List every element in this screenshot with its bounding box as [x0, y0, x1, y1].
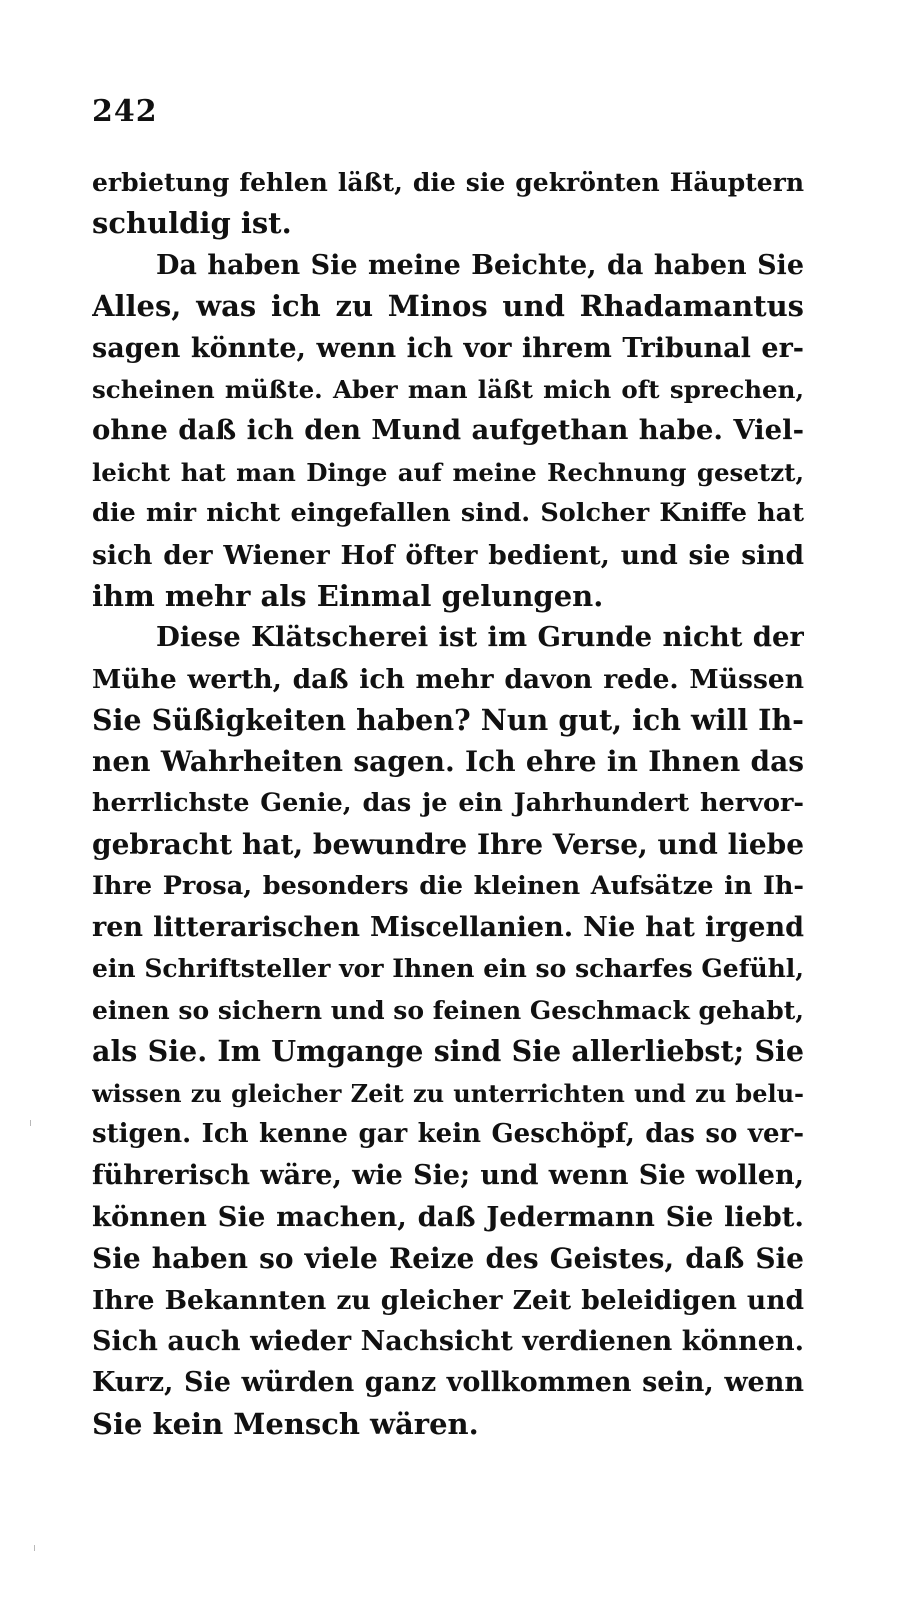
text-line: schuldig ist.	[92, 206, 292, 241]
text-line: Ihre Bekannten zu gleicher Zeit beleidigen und	[92, 1284, 804, 1316]
text-line: Sie kein Mensch wären.	[92, 1406, 479, 1441]
text-line: stigen. Ich kenne gar kein Geschöpf, das so ver-	[92, 1118, 804, 1149]
text-line: Sich auch wieder Nachsicht verdienen können.	[92, 1325, 804, 1357]
text-line: leicht hat man Dinge auf meine Rechnung gesetzt,	[92, 457, 804, 487]
text-line: ohne daß ich den Mund aufgethan habe. Viel-	[92, 414, 804, 447]
scan-edge-mark	[34, 1545, 35, 1551]
text-line: können Sie machen, daß Jedermann Sie liebt.	[92, 1200, 804, 1233]
text-line: gebracht hat, bewundre Ihre Verse, und liebe	[92, 828, 804, 862]
text-line: einen so sichern und so feinen Geschmack gehabt,	[92, 995, 804, 1025]
text-line: Alles, was ich zu Minos und Rhadamantus	[92, 289, 804, 324]
text-line: führerisch wäre, wie Sie; und wenn Sie wollen,	[92, 1160, 804, 1192]
text-line: ein Schriftsteller vor Ihnen ein so scharfes Gefühl,	[92, 954, 804, 984]
text-line: herrlichste Genie, das je ein Jahrhundert hervor-	[92, 787, 804, 818]
text-line: als Sie. Im Umgange sind Sie allerliebst; Sie	[92, 1034, 804, 1069]
text-line: Sie haben so viele Reize des Geistes, daß Sie	[92, 1242, 804, 1276]
text-line: ren litterarischen Miscellanien. Nie hat irgend	[92, 912, 804, 944]
scan-edge-mark	[30, 1120, 31, 1126]
text-line: Ihre Prosa, besonders die kleinen Aufsätze in Ih-	[92, 870, 804, 901]
text-line: Diese Klätscherei ist im Grunde nicht der	[156, 621, 804, 654]
text-line: Sie Süßigkeiten haben? Nun gut, ich will Ih-	[92, 703, 804, 738]
text-line: Kurz, Sie würden ganz vollkommen sein, wenn	[92, 1367, 804, 1399]
text-line: Da haben Sie meine Beichte, da haben Sie	[156, 249, 804, 281]
text-line: nen Wahrheiten sagen. Ich ehre in Ihnen das	[92, 745, 804, 779]
text-line: scheinen müßte. Aber man läßt mich oft sprechen,	[92, 374, 804, 404]
text-line: die mir nicht eingefallen sind. Solcher Kniffe hat	[92, 498, 804, 529]
text-line: Mühe werth, daß ich mehr davon rede. Müssen	[92, 663, 804, 695]
text-line: wissen zu gleicher Zeit zu unterrichten und zu belu-	[92, 1078, 804, 1108]
text-line: erbietung fehlen läßt, die sie gekrönten Häuptern	[92, 168, 804, 197]
text-line: sich der Wiener Hof öfter bedient, und sie sind	[92, 539, 804, 571]
text-line: sagen könnte, wenn ich vor ihrem Tribunal er-	[92, 332, 804, 364]
text-line: ihm mehr als Einmal gelungen.	[92, 578, 604, 613]
body-text	[92, 162, 804, 1445]
page-number: 242	[92, 94, 158, 129]
